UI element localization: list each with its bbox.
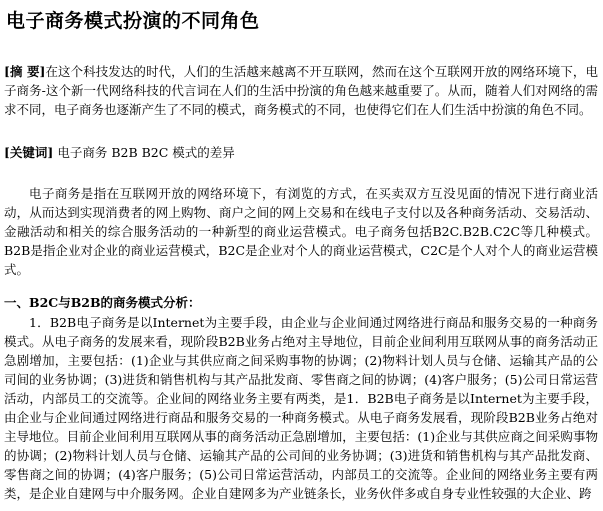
keywords-text: 电子商务 B2B B2C 模式的差异 [57,145,235,160]
b2b-paragraph: 1．B2B电子商务是以Internet为主要手段，由企业与企业间通过网络进行商品和服务交易的一种商务模式。从电子商务的发展来看，现阶段B2B业务占绝对主导地位，目前企业间利用互联网从事的商务活动正急剧增加，主要包括：(1)企业与其供应商之间采购事物的协调；(2)物料计划人员与仓储、运输其产品的公司间的业务协调；(3)进货和销售机构与其产品批发商、零售商之间的协调；(4)客户服务；(5)公司日常运营活动，内部员工的交流等。企业间的网络业务主要有两类，是1．B2B电子商务是以Internet为主要手段，由企业与企业间通过网络进行商品和服务交易的一种商务模式。从电子商务发展看，现阶段B2B业务占绝对主导地位。目前企业间利用互联网从事的商务活动正急剧增加，主要包括：(1)企业与其供应商之间采购事物的协调；(2)物料计划人员与仓储、运输其产品的公司间的业务协调；(3)进货和销售机构与其产品批发商、零售商之间的协调；(4)客户服务；(5)公司日常运营活动，内部员工的交流等。企业间的网络业务主要有两类，是企业自建网与中介服务网。企业自建网多为产业链条长，业务伙伴多或自身专业性较强的大企业、跨 [4,315,598,501]
keywords [4,143,598,162]
keywords-label: [关键词] [4,145,54,160]
page-title: 电子商务模式扮演的不同角色 [6,10,260,32]
abstract-label: [摘 要] [4,64,46,79]
intro-paragraph: 电子商务是指在互联网开放的网络环境下，有浏览的方式，在买卖双方互没见面的情况下进行商业活动，从而达到实现消费者的网上购物、商户之间的网上交易和在线电子支付以及各种商务活动、交易活动、金融活动和相关的综合服务活动的一种新型的商业运营模式。电子商务包括B2C.B2B.C2C等几种模式。B2B是指企业对企业的商业运营模式，B2C是企业对个人的商业运营模式，C2C是个人对个人的商业运营模式。 [4,186,598,277]
abstract [4,62,598,119]
abstract-text: 在这个科技发达的时代，人们的生活越来越离不开互联网，然而在这个互联网开放的网络环境下，电子商务-这个新一代网络科技的代言词在人们的生活中扮演的角色越来越重要了。从而，随着人们对网络的需求不同，电子商务也逐渐产生了不同的模式，商务模式的不同，也使得它们在人们生活中扮演的角色不同。 [4,64,598,117]
section-heading: 一、B2C与B2B的商务模式分析： [4,295,201,310]
